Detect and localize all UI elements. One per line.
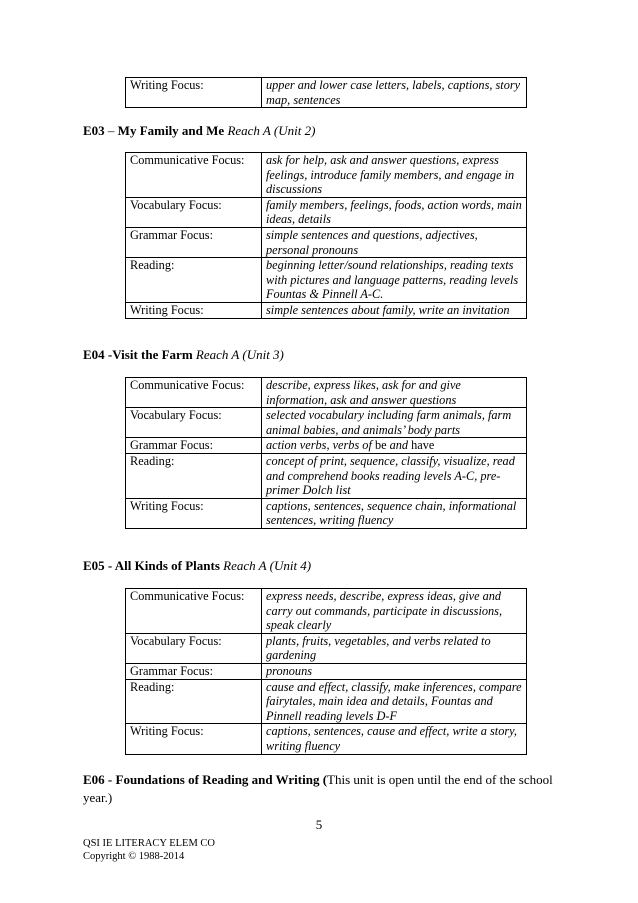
table-row xyxy=(126,378,527,408)
unit-source: Reach A (Unit 4) xyxy=(223,558,312,573)
row-value: describe, express likes, ask for and give information, ask and answer questions xyxy=(262,378,527,408)
grammar-be: be xyxy=(374,438,387,453)
unit-separator: - xyxy=(104,347,113,362)
focus-table-e03 xyxy=(125,152,527,319)
footer-title: QSI IE LITERACY ELEM CO xyxy=(83,838,216,849)
table-row xyxy=(126,453,527,498)
footer-copyright: Copyright © 1988-2014 xyxy=(83,851,185,862)
table-row xyxy=(126,227,527,257)
unit-separator: - xyxy=(104,558,115,573)
unit-separator: – xyxy=(104,123,118,138)
table-row xyxy=(126,197,527,227)
row-value: ask for help, ask and answer questions, express feelings, introduce family members, and engage in discussions xyxy=(262,153,527,198)
row-value: pronouns xyxy=(262,663,527,679)
row-label: Vocabulary Focus: xyxy=(126,197,262,227)
row-value: upper and lower case letters, labels, captions, story map, sentences xyxy=(262,78,527,108)
focus-table-continued xyxy=(125,77,527,108)
row-value: concept of print, sequence, classify, visualize, read and comprehend books reading levels A-C, pre-primer Dolch list xyxy=(262,453,527,498)
unit-heading-e03 xyxy=(83,123,315,139)
unit-heading-e06 xyxy=(83,771,558,807)
unit-title: My Family and Me xyxy=(117,123,225,138)
unit-code: E05 xyxy=(83,558,105,573)
page-footer xyxy=(83,837,215,863)
unit-heading-e05 xyxy=(83,558,311,574)
table-row xyxy=(126,153,527,198)
row-label: Grammar Focus: xyxy=(126,663,262,679)
row-label: Reading: xyxy=(126,258,262,303)
row-value: express needs, describe, express ideas, give and carry out commands, participate in discussions, speak clearly xyxy=(262,589,527,634)
row-value: simple sentences about family, write an invitation xyxy=(262,302,527,318)
row-label: Writing Focus: xyxy=(126,498,262,528)
row-value xyxy=(262,438,527,454)
row-label: Grammar Focus: xyxy=(126,227,262,257)
table-row xyxy=(126,498,527,528)
table-row xyxy=(126,78,527,108)
table-row xyxy=(126,663,527,679)
row-label: Vocabulary Focus: xyxy=(126,633,262,663)
unit-source: Reach A (Unit 3) xyxy=(195,347,284,362)
row-value: simple sentences and questions, adjectives, personal pronouns xyxy=(262,227,527,257)
table-row xyxy=(126,633,527,663)
row-label: Grammar Focus: xyxy=(126,438,262,454)
row-label: Reading: xyxy=(126,453,262,498)
table-row xyxy=(126,302,527,318)
table-row xyxy=(126,589,527,634)
unit-e06-note: This unit is open until the end of the school year.) xyxy=(83,772,553,805)
row-label: Writing Focus: xyxy=(126,78,262,108)
row-value: family members, feelings, foods, action words, main ideas, details xyxy=(262,197,527,227)
table-row xyxy=(126,679,527,724)
page-number: 5 xyxy=(315,817,323,832)
row-value: plants, fruits, vegetables, and verbs related to gardening xyxy=(262,633,527,663)
grammar-and: and xyxy=(386,438,412,453)
unit-source: Reach A (Unit 2) xyxy=(227,123,316,138)
table-row xyxy=(126,438,527,454)
row-value: captions, sentences, sequence chain, informational sentences, writing fluency xyxy=(262,498,527,528)
row-value: beginning letter/sound relationships, reading texts with pictures and language patterns, reading levels Fountas & Pinnell A-C. xyxy=(262,258,527,303)
unit-heading-e04 xyxy=(83,347,284,363)
table-row xyxy=(126,408,527,438)
grammar-have: have xyxy=(411,438,435,453)
row-label: Reading: xyxy=(126,679,262,724)
row-label: Communicative Focus: xyxy=(126,153,262,198)
row-value: captions, sentences, cause and effect, write a story, writing fluency xyxy=(262,724,527,754)
unit-title: All Kinds of Plants xyxy=(114,558,220,573)
unit-code: E04 xyxy=(83,347,105,362)
focus-table-e04 xyxy=(125,377,527,529)
row-label: Communicative Focus: xyxy=(126,589,262,634)
row-value: cause and effect, classify, make inferences, compare fairytales, main idea and details, Fountas and Pinnell reading levels D-F xyxy=(262,679,527,724)
grammar-text: action verbs, verbs of xyxy=(266,438,375,453)
row-label: Vocabulary Focus: xyxy=(126,408,262,438)
row-label: Writing Focus: xyxy=(126,302,262,318)
row-label: Writing Focus: xyxy=(126,724,262,754)
table-row xyxy=(126,724,527,754)
unit-title: Visit the Farm xyxy=(112,347,193,362)
row-label: Communicative Focus: xyxy=(126,378,262,408)
unit-code: E03 xyxy=(83,123,105,138)
table-row xyxy=(126,258,527,303)
focus-table-e05 xyxy=(125,588,527,755)
row-value: selected vocabulary including farm animals, farm animal babies, and animals’ body parts xyxy=(262,408,527,438)
unit-e06-title: E06 - Foundations of Reading and Writing ( xyxy=(83,772,328,787)
